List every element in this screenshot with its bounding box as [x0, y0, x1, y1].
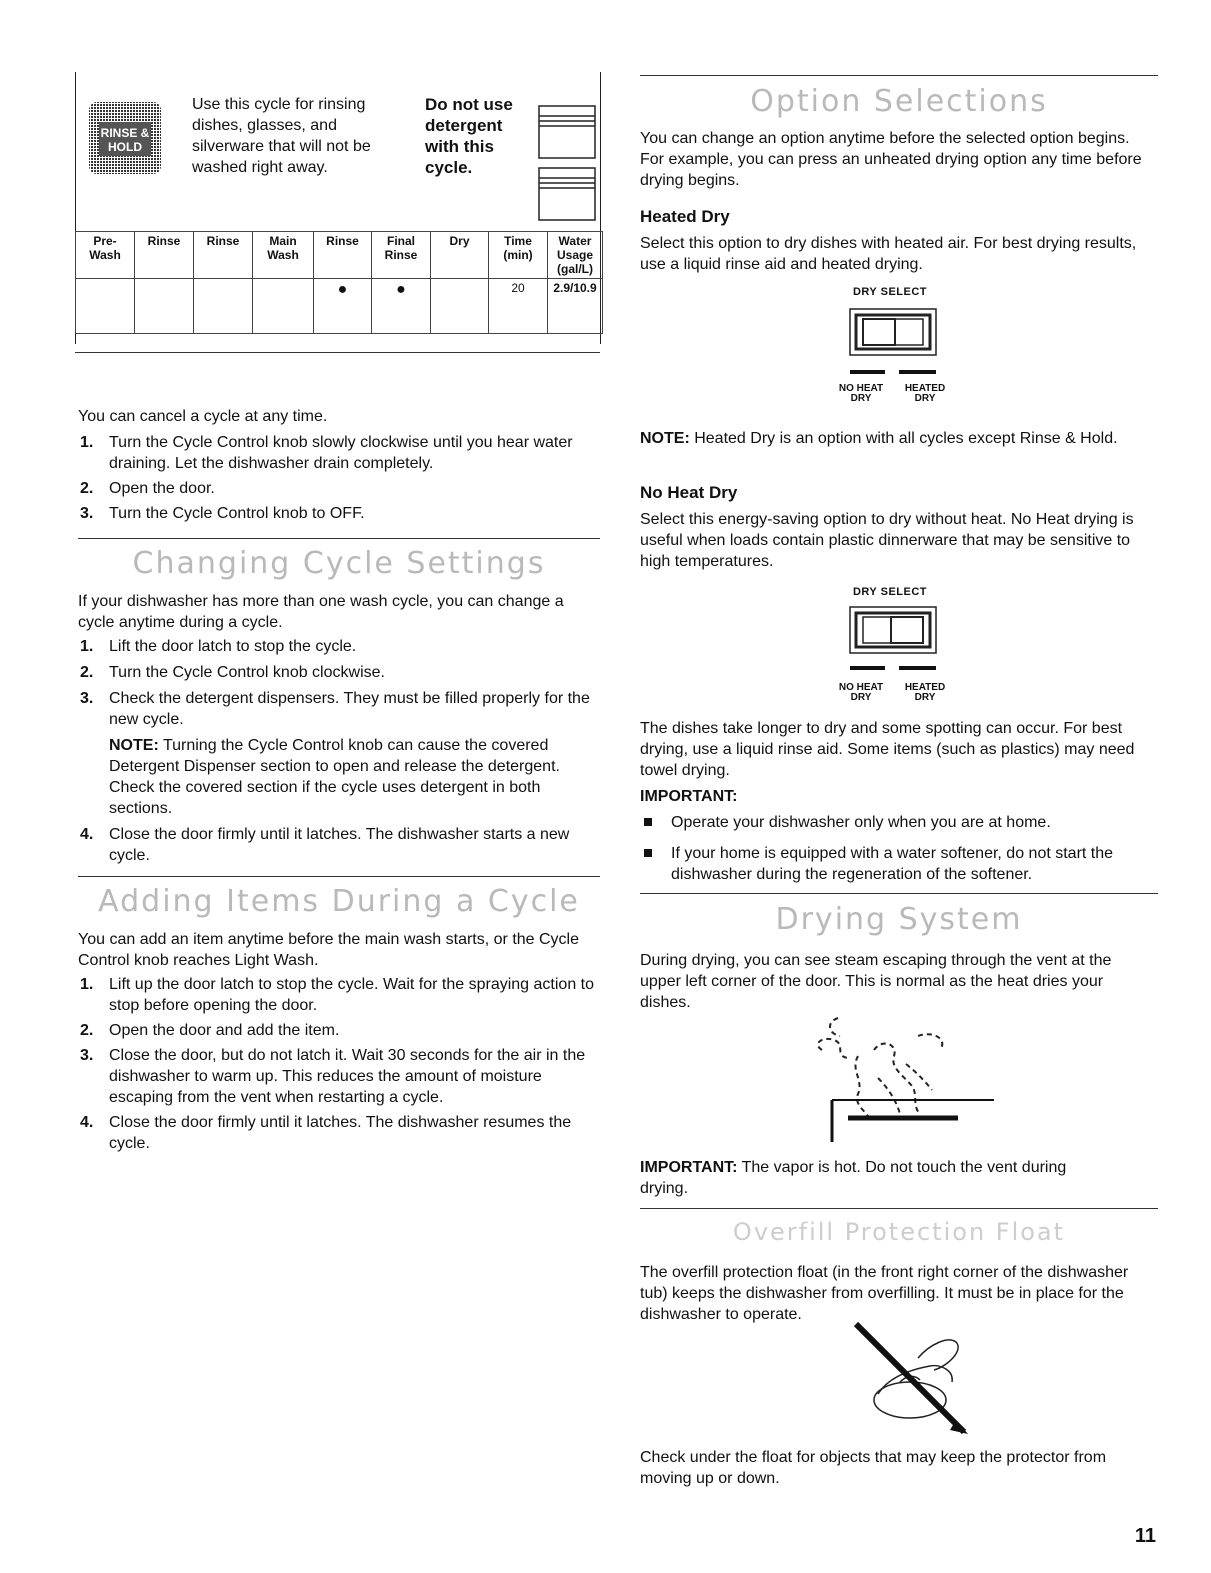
heated-dry-label: HEATED DRY: [904, 682, 946, 703]
adding-steps: [78, 974, 603, 1154]
no-heat-dry-text: Select this energy-saving option to dry without heat. No Heat drying is useful when loads contain plastic dinnerware that may be sensitive to high temperatures.: [640, 511, 1134, 570]
list-item: If your home is equipped with a water softener, do not start the dishwasher during the regeneration of the softener.: [640, 843, 1155, 885]
heated-dry-title: Heated Dry: [640, 207, 730, 226]
dispenser-empty-icon: [538, 104, 598, 229]
divider: [75, 352, 600, 353]
list-item: 1. Lift up the door latch to stop the cycle. Wait for the spraying action to stop before opening the door.: [80, 976, 594, 1014]
section-heading-adding: Adding Items During a Cycle: [98, 884, 580, 919]
section-heading-drying: Drying System: [775, 902, 1023, 937]
list-item: 4. Close the door firmly until it latches. The dishwasher resumes the cycle.: [80, 1114, 572, 1152]
list-item: 3. Close the door, but do not latch it. Wait 30 seconds for the air in the dishwasher to warm up. This reduces the amount of moisture escaping from the vent when restarting a cycle.: [80, 1047, 586, 1106]
heated-dry-note: NOTE: Heated Dry is an option with all cycles except Rinse & Hold.: [640, 430, 1118, 447]
no-heat-dry-label: NO HEAT DRY: [838, 682, 884, 703]
divider: [78, 876, 600, 877]
no-heat-after-text: The dishes take longer to dry and some spotting can occur. For best drying, use a liquid rinse aid. Some items (such as plastics) may need towel drying.: [640, 720, 1135, 779]
list-item: Operate your dishwasher only when you are at home.: [640, 812, 1155, 833]
list-item: 3. Turn the Cycle Control knob to OFF.: [80, 505, 365, 522]
val-rinse-3: ●: [314, 279, 372, 334]
heated-dry-label: HEATED DRY: [904, 383, 946, 404]
cancel-intro: You can cancel a cycle at any time.: [78, 408, 328, 425]
detergent-warning: Do not use detergent with this cycle.: [425, 95, 513, 177]
dry-select-switch-icon: [849, 306, 939, 381]
val-rinse-1: [135, 279, 194, 334]
val-main-wash: [253, 279, 314, 334]
rinse-hold-icon: [85, 98, 165, 178]
col-dry: Dry: [431, 232, 489, 279]
no-heat-dry-label: NO HEAT DRY: [838, 383, 884, 404]
list-item: 4. Close the door firmly until it latches. The dishwasher starts a new cycle.: [80, 826, 570, 864]
col-water-usage: Water Usage (gal/L): [548, 232, 603, 279]
overfill-text: The overfill protection float (in the front right corner of the dishwasher tub) keeps the dishwasher from overfilling. It must be in place for the dishwasher to operate.: [640, 1264, 1129, 1323]
divider: [640, 1208, 1158, 1209]
options-intro: You can change an option anytime before the selected option begins. For example, you can press an unheated drying option any time before drying begins.: [640, 130, 1142, 189]
no-heat-dry-title: No Heat Dry: [640, 483, 738, 502]
adding-intro: You can add an item anytime before the main wash starts, or the Cycle Control knob reaches Light Wash.: [78, 931, 580, 969]
col-prewash: Pre- Wash: [76, 232, 135, 279]
list-item: 3. Check the detergent dispensers. They must be filled properly for the new cycle. NOTE: Turning the Cycle Control knob can cause the covered Detergent Dispenser section to open and release the detergent. Check the covered section if the cycle uses detergent in both sections.: [78, 688, 603, 819]
options-bullets: [640, 812, 1155, 895]
drying-important: IMPORTANT: The vapor is hot. Do not touch the vent during drying.: [640, 1159, 1067, 1197]
steam-vent-icon: [808, 1010, 998, 1150]
section-heading-options: Option Selections: [750, 84, 1048, 119]
divider: [640, 893, 1158, 894]
section-heading-changing: Changing Cycle Settings: [132, 546, 546, 581]
cancel-steps: [78, 432, 603, 524]
section-heading-overfill: Overfill Protection Float: [732, 1218, 1066, 1246]
col-rinse-1: Rinse: [135, 232, 194, 279]
changing-steps: [78, 636, 603, 866]
list-item: 2. Turn the Cycle Control knob clockwise.: [80, 664, 385, 681]
list-item: 2. Open the door and add the item.: [80, 1022, 340, 1039]
val-final-rinse: ●: [372, 279, 431, 334]
val-rinse-2: [194, 279, 253, 334]
overfill-float-icon: [848, 1322, 978, 1442]
options-important-label: IMPORTANT:: [640, 788, 738, 805]
col-rinse-2: Rinse: [194, 232, 253, 279]
drying-text: During drying, you can see steam escaping through the vent at the upper left corner of the door. This is normal as the heat dries your dishes.: [640, 952, 1112, 1011]
val-time: 20: [489, 279, 548, 334]
list-item: 1. Lift the door latch to stop the cycle.: [80, 638, 357, 655]
col-final-rinse: Final Rinse: [372, 232, 431, 279]
heated-dry-text: Select this option to dry dishes with heated air. For best drying results, use a liquid rinse aid and heated drying.: [640, 235, 1137, 273]
page-number: 11: [1134, 1525, 1156, 1547]
rinse-hold-icon-label: RINSE & HOLD: [100, 126, 150, 154]
val-water-usage: 2.9/10.9: [548, 279, 603, 334]
overfill-caption: Check under the float for objects that may keep the protector from moving up or down.: [640, 1449, 1107, 1487]
dry-select-label: DRY SELECT: [852, 586, 928, 598]
col-main-wash: Main Wash: [253, 232, 314, 279]
col-rinse-3: Rinse: [314, 232, 372, 279]
changing-intro: If your dishwasher has more than one wash cycle, you can change a cycle anytime during a cycle.: [78, 593, 564, 631]
list-item: 2. Open the door.: [80, 480, 215, 497]
divider: [78, 538, 600, 539]
col-time: Time (min): [489, 232, 548, 279]
dry-select-switch-icon: [849, 604, 939, 679]
val-dry: [431, 279, 489, 334]
divider: [640, 75, 1158, 76]
dry-select-label: DRY SELECT: [852, 286, 928, 298]
list-item: 1. Turn the Cycle Control knob slowly clockwise until you hear water draining. Let the dishwasher drain completely.: [80, 434, 573, 472]
cycle-table: [75, 231, 603, 334]
val-prewash: [76, 279, 135, 334]
changing-note: NOTE: Turning the Cycle Control knob can cause the covered Detergent Dispenser section to open and release the detergent. Check the covered section if the cycle uses detergent in both sections.: [109, 737, 560, 817]
cycle-description: Use this cycle for rinsing dishes, glasses, and silverware that will not be washed right away.: [192, 96, 371, 176]
